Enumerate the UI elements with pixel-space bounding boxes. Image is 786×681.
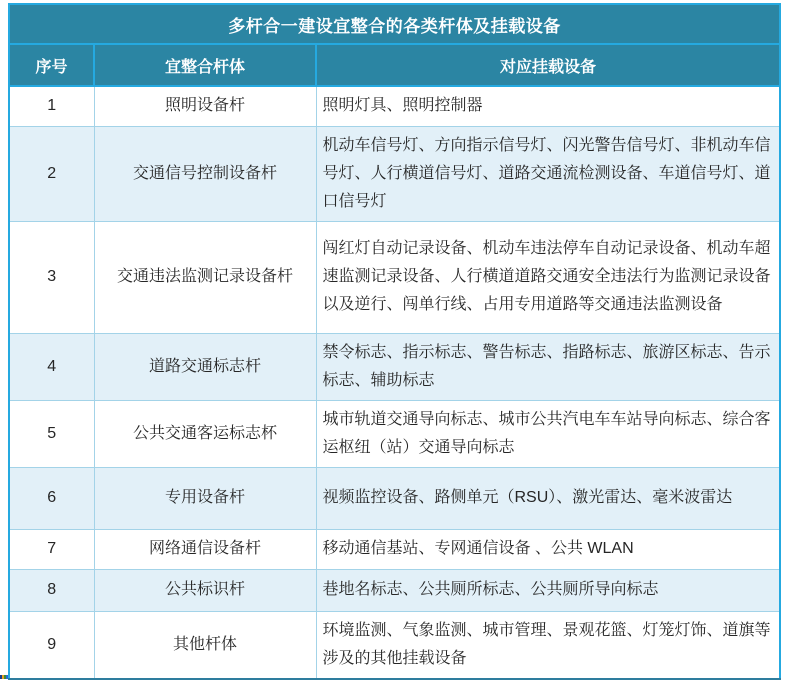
cell-pole: 公共标识杆 — [94, 569, 316, 611]
table-row — [9, 333, 780, 400]
cell-pole: 专用设备杆 — [94, 467, 316, 529]
column-header-pole: 宜整合杆体 — [94, 44, 316, 86]
cell-no: 3 — [9, 221, 94, 333]
cell-no: 4 — [9, 333, 94, 400]
column-header-devices: 对应挂载设备 — [316, 44, 780, 86]
cell-devices: 巷地名标志、公共厕所标志、公共厕所导向标志 — [316, 569, 780, 611]
column-header-no: 序号 — [9, 44, 94, 86]
cell-devices: 城市轨道交通导向标志、城市公共汽电车车站导向标志、综合客运枢纽（站）交通导向标志 — [316, 400, 780, 467]
cell-devices: 照明灯具、照明控制器 — [316, 86, 780, 126]
cell-no: 1 — [9, 86, 94, 126]
table-row — [9, 569, 780, 611]
cell-no: 9 — [9, 611, 94, 679]
cell-pole: 交通信号控制设备杆 — [94, 126, 316, 221]
cell-devices: 视频监控设备、路侧单元（RSU）、激光雷达、毫米波雷达 — [316, 467, 780, 529]
cell-no: 7 — [9, 529, 94, 569]
cell-pole: 交通违法监测记录设备杆 — [94, 221, 316, 333]
cell-no: 6 — [9, 467, 94, 529]
cell-pole: 道路交通标志杆 — [94, 333, 316, 400]
cell-devices: 闯红灯自动记录设备、机动车违法停车自动记录设备、机动车超速监测记录设备、人行横道道路交通安全违法行为监测记录设备以及逆行、闯单行线、占用专用道路等交通违法监测设备 — [316, 221, 780, 333]
title-row — [9, 4, 780, 44]
table-row — [9, 467, 780, 529]
table-row — [9, 86, 780, 126]
table-row — [9, 400, 780, 467]
cell-no: 2 — [9, 126, 94, 221]
table-title: 多杆合一建设宜整合的各类杆体及挂载设备 — [9, 4, 780, 44]
cell-no: 5 — [9, 400, 94, 467]
table-row — [9, 126, 780, 221]
cell-pole: 公共交通客运标志杯 — [94, 400, 316, 467]
cell-pole: 照明设备杆 — [94, 86, 316, 126]
cell-devices: 移动通信基站、专网通信设备 、公共 WLAN — [316, 529, 780, 569]
cell-devices: 机动车信号灯、方向指示信号灯、闪光警告信号灯、非机动车信号灯、人行横道信号灯、道路交通流检测设备、车道信号灯、道口信号灯 — [316, 126, 780, 221]
cell-devices: 环境监测、气象监测、城市管理、景观花篮、灯笼灯饰、道旗等涉及的其他挂载设备 — [316, 611, 780, 679]
table-row — [9, 221, 780, 333]
header-row — [9, 44, 780, 86]
screen-artifact-dot — [0, 675, 8, 679]
cell-no: 8 — [9, 569, 94, 611]
cell-pole: 其他杆体 — [94, 611, 316, 679]
pole-equipment-table — [8, 3, 781, 680]
table-row — [9, 529, 780, 569]
table-row — [9, 611, 780, 679]
cell-pole: 网络通信设备杆 — [94, 529, 316, 569]
cell-devices: 禁令标志、指示标志、警告标志、指路标志、旅游区标志、告示标志、辅助标志 — [316, 333, 780, 400]
